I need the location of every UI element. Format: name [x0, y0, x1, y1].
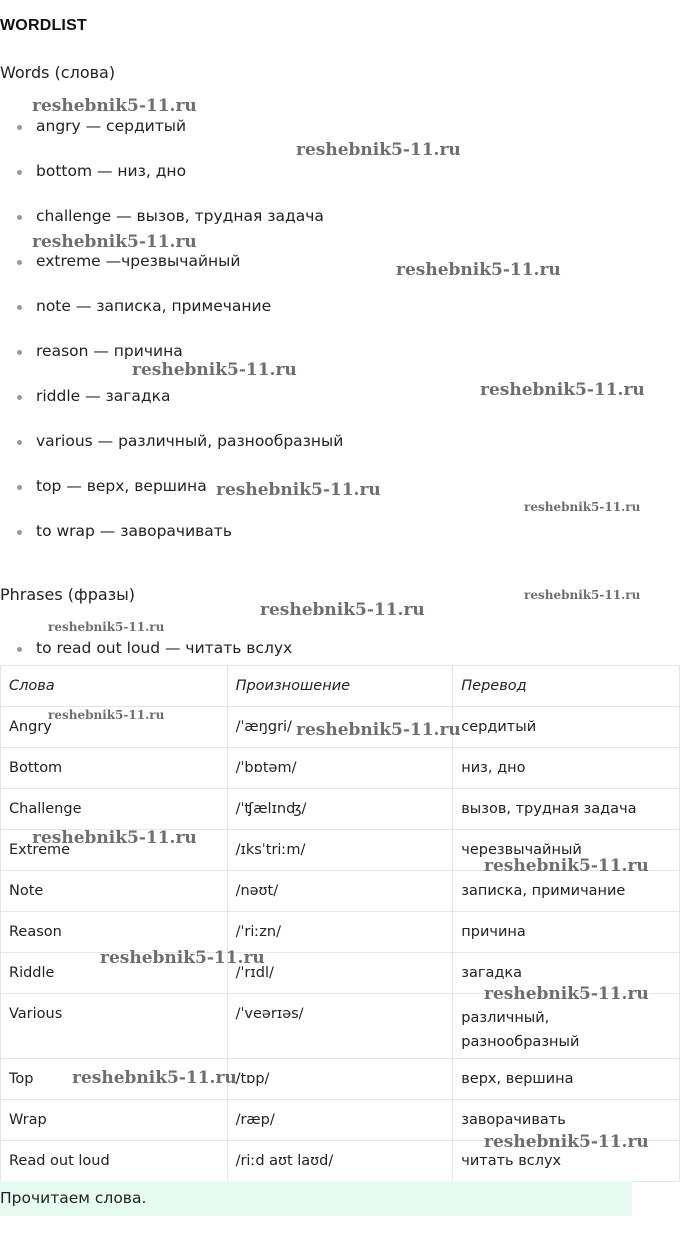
table-cell: /tɒp/ [227, 1059, 453, 1100]
table-cell: записка, примичание [453, 871, 680, 912]
watermark: reshebnik5-11.ru [396, 260, 561, 280]
watermark: reshebnik5-11.ru [132, 360, 297, 380]
table-cell: /riːd aʊt laʊd/ [227, 1141, 453, 1182]
table-cell: сердитый [453, 707, 680, 748]
watermark: reshebnik5-11.ru [32, 828, 197, 848]
table-cell: верх, вершина [453, 1059, 680, 1100]
list-item: to wrap — заворачивать [0, 517, 343, 562]
table-header-cell: Перевод [453, 666, 680, 707]
table-cell: черезвычайный [453, 830, 680, 871]
list-item: top — верх, вершина [0, 472, 343, 517]
watermark: reshebnik5-11.ru [296, 720, 461, 740]
table-row [1, 748, 680, 789]
list-item: bottom — низ, дно [0, 157, 343, 202]
list-item: reason — причина [0, 337, 343, 382]
read-words-note: Прочитаем слова. [0, 1181, 632, 1216]
list-item: riddle — загадка [0, 382, 343, 427]
table-cell: /nəʊt/ [227, 871, 453, 912]
list-item: challenge — вызов, трудная задача [0, 202, 343, 247]
table-cell: Read out loud [1, 1141, 228, 1182]
table-row [1, 789, 680, 830]
table-cell: /ˈrɪdl/ [227, 953, 453, 994]
table-cell: читать вслух [453, 1141, 680, 1182]
watermark: reshebnik5-11.ru [484, 1132, 649, 1152]
table-cell: Bottom [1, 748, 228, 789]
table-header-cell: Произношение [227, 666, 453, 707]
table-header-row [1, 666, 680, 707]
table-cell: /ɪksˈtriːm/ [227, 830, 453, 871]
table-cell: Extreme [1, 830, 228, 871]
watermark: reshebnik5-11.ru [484, 984, 649, 1004]
phrases-heading: Phrases (фразы) [0, 585, 136, 604]
table-cell: загадка [453, 953, 680, 994]
table-cell: /ˈriːzn/ [227, 912, 453, 953]
watermark: reshebnik5-11.ru [260, 600, 425, 620]
list-item: angry — сердитый [0, 112, 343, 157]
table-row [1, 912, 680, 953]
watermark: reshebnik5-11.ru [72, 1068, 237, 1088]
table-cell: Challenge [1, 789, 228, 830]
table-cell: Various [1, 994, 228, 1059]
watermark: reshebnik5-11.ru [32, 232, 197, 252]
table-cell: Wrap [1, 1100, 228, 1141]
list-item: to read out loud — читать вслух [0, 634, 292, 679]
wordlist-table [0, 665, 680, 1182]
watermark: reshebnik5-11.ru [524, 500, 641, 514]
table-cell: Reason [1, 912, 228, 953]
table-cell: /ˈbɒtəm/ [227, 748, 453, 789]
list-item: extreme —чрезвычайный [0, 247, 343, 292]
words-heading: Words (слова) [0, 63, 116, 82]
table-cell: заворачивать [453, 1100, 680, 1141]
table-cell: Riddle [1, 953, 228, 994]
watermark: reshebnik5-11.ru [48, 620, 165, 634]
page-title: WORDLIST [0, 17, 87, 34]
table-cell: низ, дно [453, 748, 680, 789]
watermark: reshebnik5-11.ru [32, 96, 197, 116]
table-cell: Note [1, 871, 228, 912]
watermark: reshebnik5-11.ru [484, 856, 649, 876]
watermark: reshebnik5-11.ru [48, 708, 165, 722]
watermark: reshebnik5-11.ru [524, 588, 641, 602]
table-cell: /ˈæŋgri/ [227, 707, 453, 748]
table-cell: Top [1, 1059, 228, 1100]
table-row [1, 871, 680, 912]
list-item: various — различный, разнообразный [0, 427, 343, 472]
table-cell: /ræp/ [227, 1100, 453, 1141]
watermark: reshebnik5-11.ru [480, 380, 645, 400]
watermark: reshebnik5-11.ru [216, 480, 381, 500]
table-cell: /ˈveərɪəs/ [227, 994, 453, 1059]
watermark: reshebnik5-11.ru [100, 948, 265, 968]
table-cell: причина [453, 912, 680, 953]
table-cell: вызов, трудная задача [453, 789, 680, 830]
table-header-cell: Слова [1, 666, 228, 707]
table-cell: различный, разнообразный [453, 994, 680, 1059]
table-cell: Angry [1, 707, 228, 748]
table-cell: /ˈʧælɪnʤ/ [227, 789, 453, 830]
list-item: note — записка, примечание [0, 292, 343, 337]
watermark: reshebnik5-11.ru [296, 140, 461, 160]
